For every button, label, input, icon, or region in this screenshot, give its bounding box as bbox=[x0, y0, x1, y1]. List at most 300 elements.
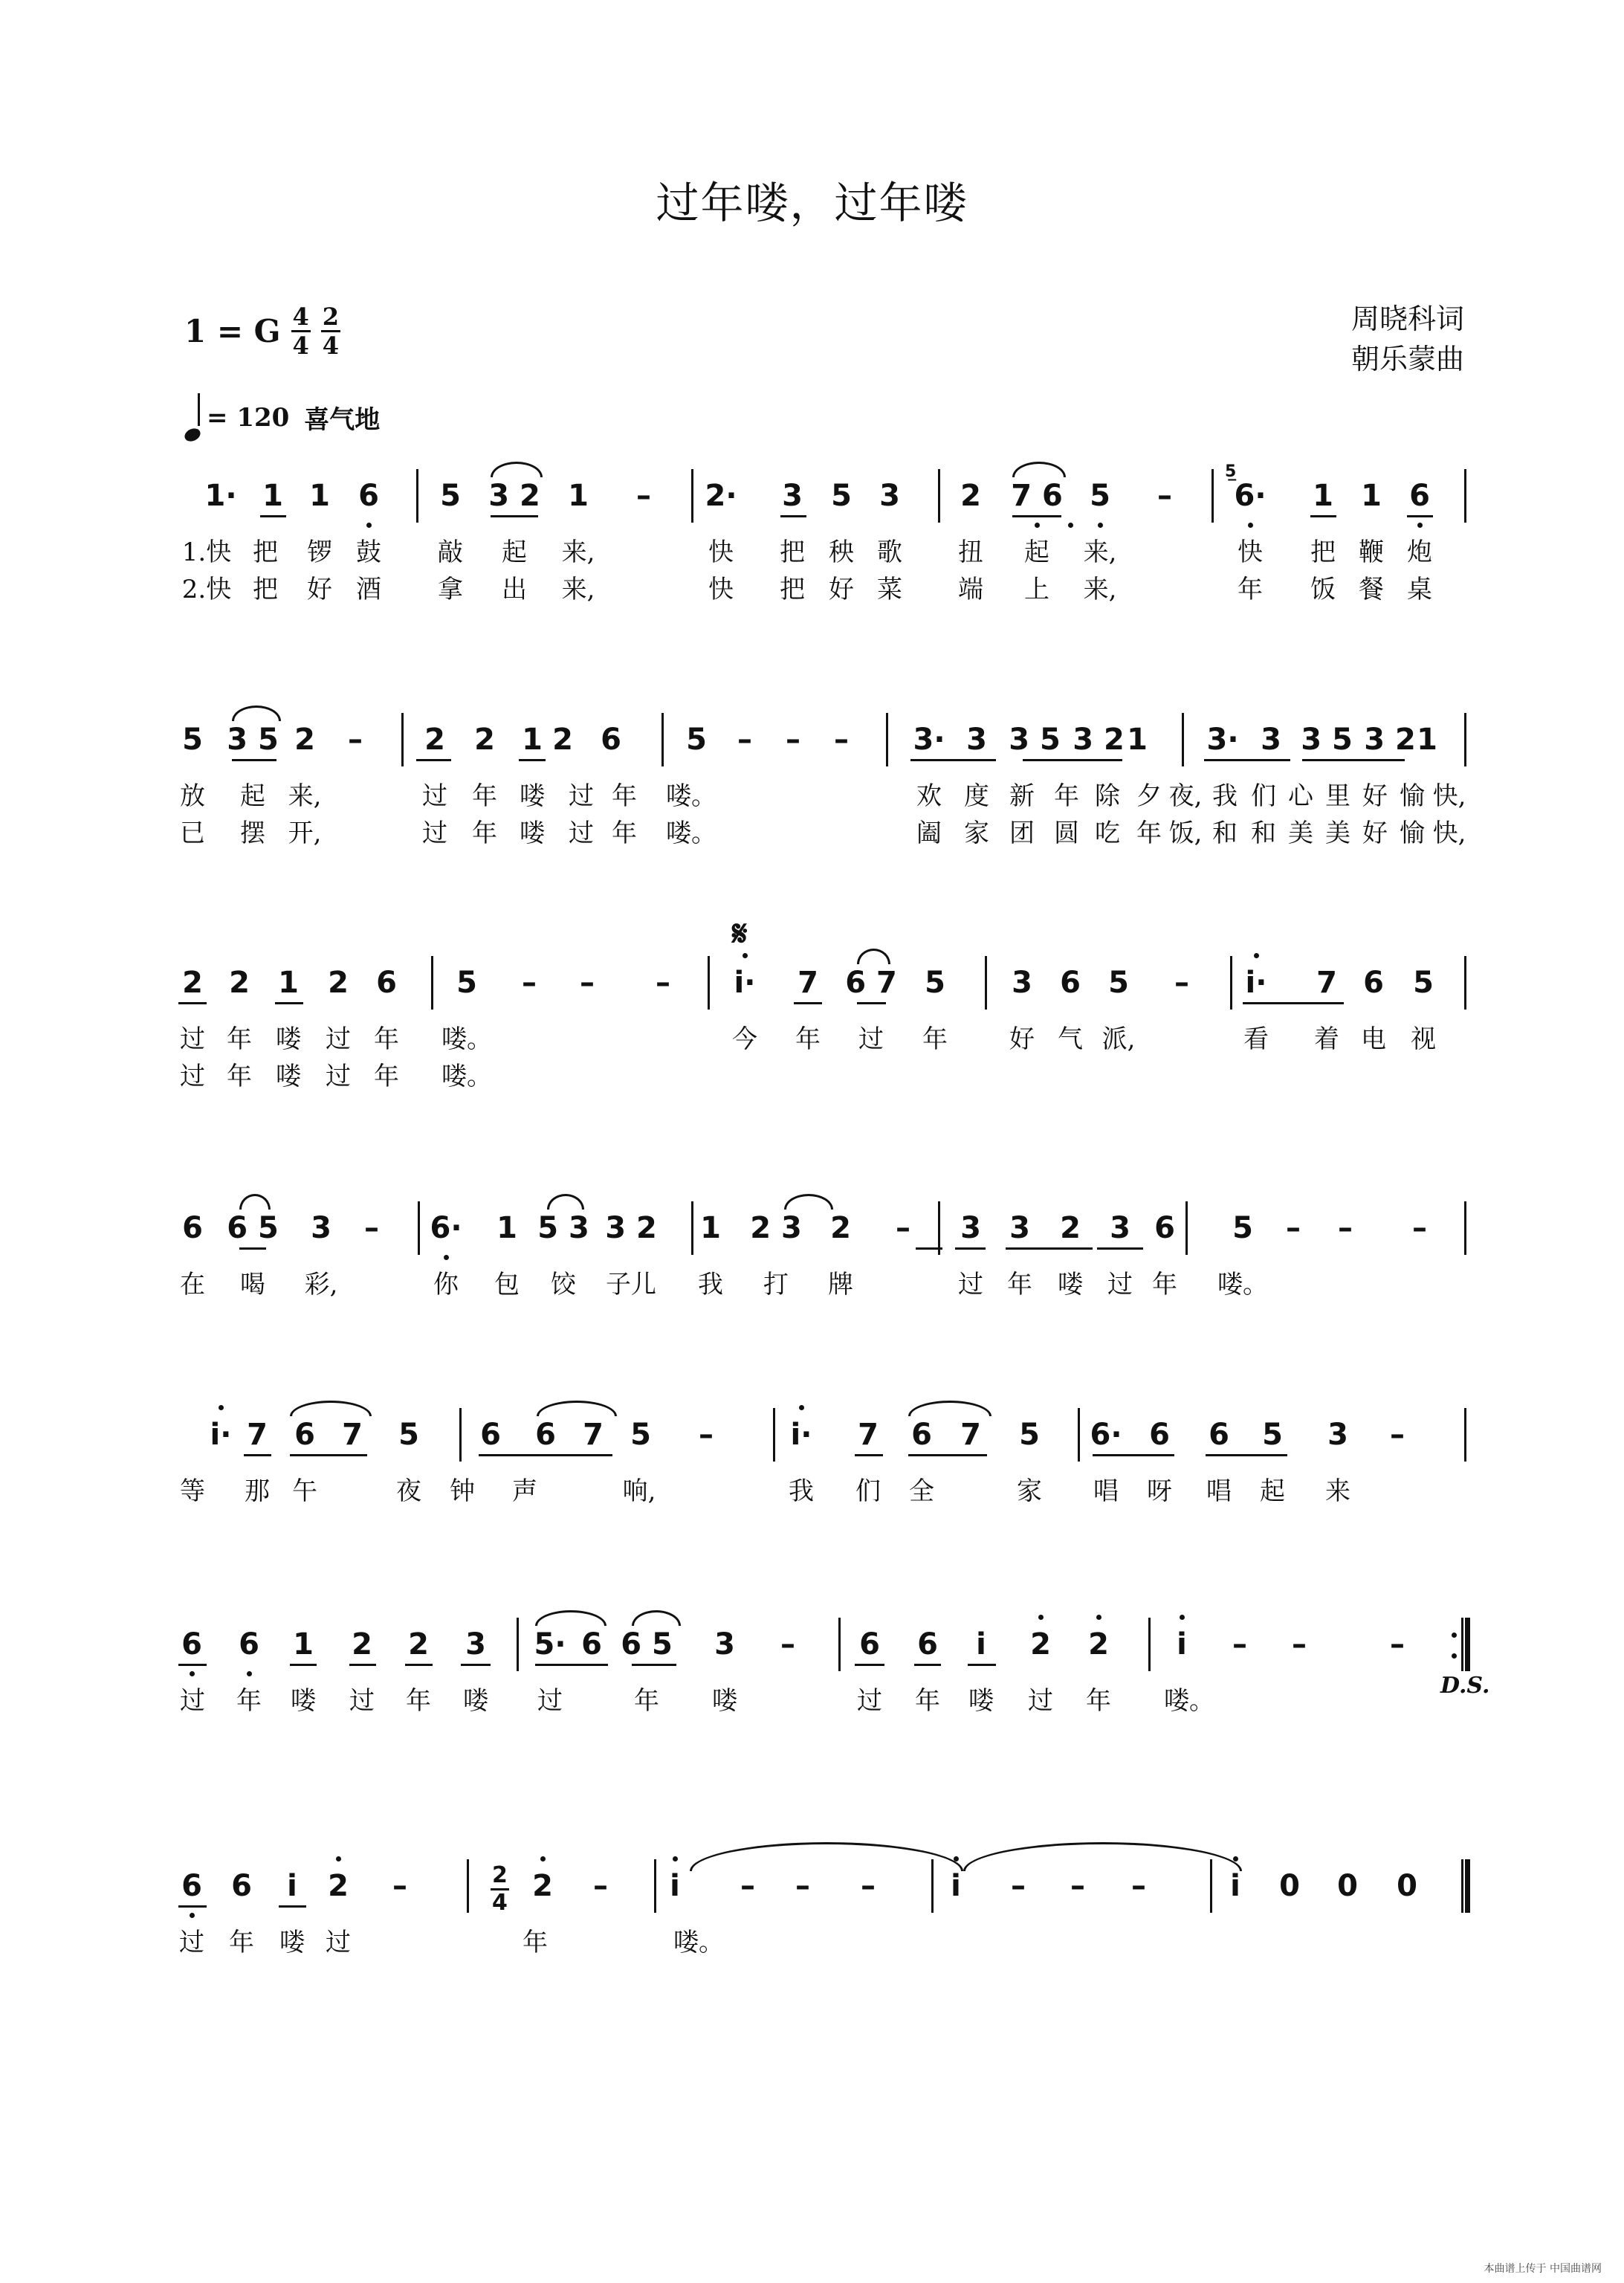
note: 3 bbox=[1009, 1211, 1030, 1245]
beam-underline bbox=[955, 1247, 986, 1250]
lyric-syllable: 喽 bbox=[1058, 1270, 1083, 1299]
beam-underline bbox=[1097, 1247, 1143, 1250]
lyric-syllable: 把 bbox=[780, 537, 805, 567]
lyric-syllable: 来, bbox=[561, 575, 595, 604]
lyric-syllable: 看 bbox=[1243, 1024, 1269, 1054]
beam-underline bbox=[290, 1454, 367, 1456]
lyric-syllable: 夜, bbox=[1168, 781, 1203, 811]
note: 5 bbox=[1019, 1418, 1040, 1452]
lyric-syllable: 过 bbox=[326, 1024, 351, 1054]
note: 3 bbox=[879, 479, 900, 513]
lyric-syllable: 家 bbox=[964, 818, 989, 848]
note: i bbox=[951, 1869, 961, 1903]
lyric-syllable: 年 bbox=[1152, 1270, 1177, 1299]
barline bbox=[773, 1408, 775, 1462]
barline bbox=[691, 1201, 693, 1255]
note: 3 2 bbox=[605, 1211, 657, 1245]
lyric-syllable: 2.快 bbox=[181, 575, 232, 604]
dash-extension: – bbox=[593, 1869, 608, 1903]
lyric-syllable: 年 bbox=[374, 1024, 399, 1054]
lyric-syllable: 年 bbox=[406, 1686, 431, 1716]
lyric-syllable: 喽。 bbox=[673, 1928, 724, 1957]
note: 5· bbox=[534, 1627, 566, 1662]
lyric-syllable: 快, bbox=[1432, 818, 1466, 848]
score-system-3 bbox=[0, 966, 1624, 1146]
note: 1 bbox=[1313, 479, 1333, 513]
note: 1· bbox=[204, 479, 237, 513]
score-system-1 bbox=[0, 479, 1624, 659]
note: i· bbox=[790, 1418, 812, 1452]
beam-underline bbox=[916, 1247, 942, 1250]
lyric-syllable: 喽 bbox=[712, 1686, 737, 1716]
lyric-syllable: 好 bbox=[1362, 781, 1388, 811]
beam-underline bbox=[279, 1905, 306, 1908]
lyric-syllable: 快 bbox=[708, 537, 734, 567]
key-signature bbox=[184, 305, 340, 358]
dash-extension: – bbox=[656, 966, 670, 1000]
lyric-syllable: 菜 bbox=[877, 575, 902, 604]
score-system-6 bbox=[0, 1627, 1624, 1808]
note: 7 bbox=[247, 1418, 268, 1452]
note: 3 5 bbox=[1009, 723, 1061, 757]
lyric-syllable: 扭 bbox=[958, 537, 983, 567]
lyric-syllable: 来, bbox=[1083, 575, 1117, 604]
time-denominator: 4 bbox=[492, 1890, 508, 1916]
octave-dot-low bbox=[1417, 523, 1423, 528]
beam-underline bbox=[1302, 759, 1405, 761]
note: 1 bbox=[309, 479, 330, 513]
note: 3 2 bbox=[1073, 723, 1125, 757]
dash-extension: – bbox=[1292, 1627, 1307, 1662]
lyric-syllable: 呀 bbox=[1147, 1476, 1172, 1506]
lyric-syllable: 把 bbox=[253, 575, 278, 604]
note: 6 bbox=[601, 723, 621, 757]
lyric-syllable: 等 bbox=[180, 1476, 205, 1506]
lyric-syllable: 夜 bbox=[396, 1476, 421, 1506]
beam-underline bbox=[275, 1002, 303, 1004]
lyric-syllable: 饭, bbox=[1168, 818, 1203, 848]
lyric-syllable: 歌 bbox=[877, 537, 902, 567]
barline bbox=[886, 713, 888, 766]
note: 3 bbox=[311, 1211, 331, 1245]
octave-dot-low bbox=[1248, 523, 1253, 528]
octave-dot-low bbox=[1098, 523, 1103, 528]
dash-extension: – bbox=[1157, 479, 1172, 513]
note: 3 bbox=[960, 1211, 981, 1245]
lyric-syllable: 鞭 bbox=[1359, 537, 1384, 567]
time-signature-4-4: $\frac{4}{4}$ bbox=[292, 303, 309, 360]
note: 6 5 bbox=[227, 1211, 279, 1245]
note: 1 bbox=[700, 1211, 721, 1245]
dash-extension: – bbox=[1338, 1211, 1353, 1245]
lyric-syllable: 子儿 bbox=[606, 1270, 656, 1299]
lyric-syllable: 全 bbox=[909, 1476, 934, 1506]
octave-dot-low bbox=[190, 1671, 195, 1676]
lyric-syllable: 过 bbox=[537, 1686, 563, 1716]
note: 6 bbox=[231, 1869, 252, 1903]
note: 2 bbox=[352, 1627, 372, 1662]
barline bbox=[838, 1618, 841, 1671]
lyric-syllable: 把 bbox=[780, 575, 805, 604]
lyric-syllable: 喽 bbox=[520, 781, 545, 811]
dash-extension: – bbox=[636, 479, 651, 513]
dash-extension: – bbox=[580, 966, 595, 1000]
beam-underline bbox=[794, 1002, 822, 1004]
lyric-syllable: 好 bbox=[829, 575, 854, 604]
note: 6 bbox=[917, 1627, 938, 1662]
dash-extension: – bbox=[780, 1627, 795, 1662]
repeat-dot bbox=[1452, 1633, 1457, 1638]
lyric-syllable: 饭 bbox=[1310, 575, 1336, 604]
lyric-syllable: 和 bbox=[1251, 818, 1276, 848]
note: 3 5 bbox=[1301, 723, 1353, 757]
lyric-syllable: 喽。 bbox=[1164, 1686, 1214, 1716]
lyric-syllable: 鼓 bbox=[356, 537, 381, 567]
beam-underline bbox=[461, 1664, 491, 1666]
barline bbox=[1464, 1201, 1466, 1255]
lyric-syllable: 年 bbox=[227, 1062, 252, 1091]
note: i bbox=[1230, 1869, 1240, 1903]
lyric-syllable: 年 bbox=[472, 818, 497, 848]
note: 1 bbox=[1417, 723, 1437, 757]
beam-underline bbox=[178, 1664, 207, 1666]
slur bbox=[535, 1610, 606, 1626]
note: 6 bbox=[1154, 1211, 1175, 1245]
slur bbox=[784, 1194, 833, 1210]
note: 6 bbox=[1363, 966, 1384, 1000]
beam-underline bbox=[1006, 1247, 1035, 1250]
note: 2 3 bbox=[750, 1211, 802, 1245]
beam-underline bbox=[1204, 759, 1290, 761]
dash-extension: – bbox=[1070, 1869, 1085, 1903]
lyric-syllable: 来, bbox=[561, 537, 595, 567]
lyric-syllable: 牌 bbox=[828, 1270, 853, 1299]
lyric-syllable: 来 bbox=[1325, 1476, 1350, 1506]
beam-underline bbox=[1023, 759, 1122, 761]
lyric-syllable: 年 bbox=[612, 818, 637, 848]
beam-underline bbox=[239, 1247, 266, 1250]
lyric-syllable: 过 bbox=[349, 1686, 375, 1716]
note: 6 bbox=[376, 966, 397, 1000]
note: i· bbox=[1245, 966, 1267, 1000]
beam-underline bbox=[491, 515, 538, 517]
lyric-syllable: 年 bbox=[922, 1024, 948, 1054]
beam-underline bbox=[968, 1664, 996, 1666]
beam-underline bbox=[908, 1454, 987, 1456]
note: 5 bbox=[1108, 966, 1129, 1000]
beam-underline bbox=[405, 1664, 433, 1666]
beam-underline bbox=[178, 1002, 207, 1004]
note: 6 bbox=[239, 1627, 259, 1662]
lyric-syllable: 电 bbox=[1361, 1024, 1386, 1054]
note: 1 bbox=[278, 966, 299, 1000]
tempo-expression: 喜气地 bbox=[304, 405, 381, 435]
note: 2 bbox=[1030, 1627, 1051, 1662]
octave-dot-low bbox=[190, 1913, 195, 1918]
note: 5 bbox=[925, 966, 945, 1000]
lyric-syllable: 声 bbox=[512, 1476, 537, 1506]
note: 6 bbox=[1409, 479, 1430, 513]
barline bbox=[654, 1859, 656, 1913]
note: 2 bbox=[408, 1627, 429, 1662]
note: 3 bbox=[714, 1627, 735, 1662]
lyric-syllable: 好 bbox=[1362, 818, 1388, 848]
lyric-syllable: 饺 bbox=[551, 1270, 576, 1299]
lyric-syllable: 快 bbox=[708, 575, 734, 604]
beam-underline bbox=[535, 1664, 608, 1666]
barline bbox=[1182, 713, 1184, 766]
time-numerator: 2 bbox=[491, 1864, 509, 1890]
lyric-syllable: 喽 bbox=[291, 1686, 316, 1716]
slur bbox=[239, 1194, 271, 1210]
beam-underline bbox=[290, 1664, 317, 1666]
note: 5 bbox=[456, 966, 477, 1000]
note: 5 bbox=[1413, 966, 1434, 1000]
note: 6 bbox=[535, 1418, 556, 1452]
note: 3 bbox=[966, 723, 987, 757]
barline bbox=[1464, 469, 1466, 523]
lyric-syllable: 年 bbox=[634, 1686, 659, 1716]
lyric-syllable: 阖 bbox=[916, 818, 942, 848]
octave-dot-high bbox=[1254, 953, 1259, 958]
note: 2 bbox=[1060, 1211, 1081, 1245]
slur bbox=[632, 1610, 681, 1626]
beam-underline bbox=[1310, 515, 1336, 517]
lyric-syllable: 喽 bbox=[968, 1686, 994, 1716]
note: 6 bbox=[181, 1627, 202, 1662]
lyric-syllable: 年 bbox=[612, 781, 637, 811]
note: 3· bbox=[1206, 723, 1239, 757]
lyric-syllable: 摆 bbox=[240, 818, 265, 848]
lyric-syllable: 包 bbox=[494, 1270, 520, 1299]
lyric-syllable: 快, bbox=[1432, 781, 1466, 811]
note: 6 bbox=[358, 479, 379, 513]
slur bbox=[232, 705, 281, 721]
segno-sign: 𝄋 bbox=[732, 913, 748, 955]
dash-extension: – bbox=[1174, 966, 1189, 1000]
lyric-syllable: 年 bbox=[236, 1686, 262, 1716]
slur bbox=[290, 1401, 372, 1416]
beam-underline bbox=[1206, 1454, 1287, 1456]
barline bbox=[1185, 1201, 1188, 1255]
dash-extension: – bbox=[1412, 1211, 1427, 1245]
lyric-syllable: 年 bbox=[1007, 1270, 1032, 1299]
beam-underline bbox=[349, 1664, 376, 1666]
note: 6· bbox=[1090, 1418, 1122, 1452]
beam-underline bbox=[914, 1664, 941, 1666]
lyric-syllable: 过 bbox=[180, 1024, 205, 1054]
note: 2· bbox=[705, 479, 737, 513]
octave-dot-low bbox=[1068, 523, 1073, 528]
beam-underline bbox=[1012, 515, 1061, 517]
slur bbox=[908, 1401, 991, 1416]
note: 6 bbox=[859, 1627, 880, 1662]
beam-underline bbox=[1243, 1002, 1344, 1004]
lyric-syllable: 过 bbox=[569, 818, 594, 848]
note: 7 6 bbox=[1011, 479, 1063, 513]
beam-underline bbox=[632, 1664, 676, 1666]
dash-extension: – bbox=[1232, 1627, 1247, 1662]
lyric-syllable: 年 bbox=[374, 1062, 399, 1091]
dash-extension: – bbox=[348, 723, 363, 757]
beam-underline bbox=[857, 1002, 886, 1004]
beam-underline bbox=[479, 1454, 612, 1456]
note: 3 bbox=[1327, 1418, 1348, 1452]
tempo-marking bbox=[184, 398, 380, 437]
slur bbox=[857, 949, 890, 964]
final-barline bbox=[1461, 1859, 1470, 1913]
beam-underline bbox=[519, 759, 546, 761]
beam-underline bbox=[855, 1664, 884, 1666]
lyric-syllable: 过 bbox=[422, 781, 447, 811]
lyric-syllable: 年 bbox=[227, 1024, 252, 1054]
note: 0 bbox=[1337, 1869, 1358, 1903]
lyric-syllable: 来, bbox=[1083, 537, 1117, 567]
lyric-syllable: 气 bbox=[1058, 1024, 1083, 1054]
note: 5 bbox=[440, 479, 461, 513]
lyric-syllable: 喽。 bbox=[666, 818, 716, 848]
lyric-syllable: 过 bbox=[179, 1928, 204, 1957]
note: 6 bbox=[480, 1418, 501, 1452]
note: 1 bbox=[496, 1211, 517, 1245]
note: 7 bbox=[798, 966, 818, 1000]
lyric-syllable: 好 bbox=[1009, 1024, 1035, 1054]
barline bbox=[467, 1859, 469, 1913]
dash-extension: – bbox=[392, 1869, 407, 1903]
note: 7 bbox=[583, 1418, 604, 1452]
footer-credit: 本曲谱上传于 中国曲谱网 bbox=[1484, 2263, 1602, 2275]
note: 5 bbox=[182, 723, 203, 757]
note: 5 bbox=[686, 723, 707, 757]
lyric-syllable: 们 bbox=[1251, 781, 1276, 811]
lyric-syllable: 开, bbox=[288, 818, 322, 848]
lyric-syllable: 愉 bbox=[1400, 781, 1425, 811]
note: 7 bbox=[342, 1418, 363, 1452]
lyric-syllable: 里 bbox=[1325, 781, 1350, 811]
lyric-syllable: 心 bbox=[1288, 781, 1313, 811]
score-system-7 bbox=[0, 1869, 1624, 2050]
lyric-syllable: 把 bbox=[253, 537, 278, 567]
note: 3 2 bbox=[1364, 723, 1416, 757]
lyric-syllable: 美 bbox=[1325, 818, 1350, 848]
dash-extension: – bbox=[1390, 1627, 1405, 1662]
note: 3 2 bbox=[488, 479, 540, 513]
lyric-syllable: 年 bbox=[523, 1928, 548, 1957]
repeat-end-barline bbox=[1461, 1618, 1470, 1671]
note: 6 bbox=[1060, 966, 1081, 1000]
grace-note: 5̲ bbox=[1225, 462, 1237, 481]
dash-extension: – bbox=[522, 966, 537, 1000]
note: 2 bbox=[532, 1869, 553, 1903]
octave-dot-high bbox=[219, 1405, 224, 1410]
note: 5 bbox=[1262, 1418, 1283, 1452]
lyric-syllable: 愉 bbox=[1400, 818, 1425, 848]
lyric-syllable: 吃 bbox=[1095, 818, 1120, 848]
lyric-syllable: 桌 bbox=[1407, 575, 1432, 604]
lyric-syllable: 快 bbox=[1238, 537, 1263, 567]
note: 6 bbox=[911, 1418, 932, 1452]
barline bbox=[1148, 1618, 1151, 1671]
lyric-syllable: 喝 bbox=[240, 1270, 265, 1299]
note: 2 bbox=[830, 1211, 851, 1245]
lyric-syllable: 年 bbox=[1086, 1686, 1111, 1716]
lyric-syllable: 在 bbox=[180, 1270, 205, 1299]
slur bbox=[1012, 462, 1066, 477]
octave-dot-high bbox=[1180, 1615, 1185, 1620]
lyric-syllable: 视 bbox=[1411, 1024, 1436, 1054]
tie bbox=[963, 1842, 1242, 1871]
note: 6· bbox=[1234, 479, 1266, 513]
note: i bbox=[287, 1869, 297, 1903]
lyric-syllable: 新 bbox=[1009, 781, 1035, 811]
lyric-syllable: 家 bbox=[1017, 1476, 1042, 1506]
lyric-syllable: 喽。 bbox=[441, 1024, 492, 1054]
slur bbox=[491, 462, 543, 477]
lyric-syllable: 喽。 bbox=[1217, 1270, 1268, 1299]
note: 3· bbox=[913, 723, 945, 757]
barline bbox=[1230, 956, 1232, 1010]
octave-dot-low bbox=[1035, 523, 1040, 528]
note: 1 bbox=[1361, 479, 1382, 513]
note: i· bbox=[210, 1418, 232, 1452]
lyric-syllable: 过 bbox=[1028, 1686, 1053, 1716]
dash-extension: – bbox=[786, 723, 800, 757]
note: 2 bbox=[328, 966, 349, 1000]
barline bbox=[431, 956, 433, 1010]
lyric-syllable: 起 bbox=[1024, 537, 1049, 567]
note: 1 bbox=[262, 479, 283, 513]
beam-underline bbox=[780, 515, 806, 517]
lyric-syllable: 打 bbox=[763, 1270, 789, 1299]
note: 3 bbox=[782, 479, 803, 513]
time-signature-change bbox=[491, 1864, 509, 1914]
note: 0 bbox=[1397, 1869, 1417, 1903]
note: 7 bbox=[1316, 966, 1337, 1000]
lyric-syllable: 着 bbox=[1314, 1024, 1339, 1054]
note: 0 bbox=[1279, 1869, 1300, 1903]
lyric-syllable: 喽 bbox=[276, 1024, 301, 1054]
lyric-syllable: 喽 bbox=[463, 1686, 488, 1716]
lyric-syllable: 喽。 bbox=[666, 781, 716, 811]
note: 3 bbox=[1261, 723, 1281, 757]
barline bbox=[459, 1408, 462, 1462]
note: 2 bbox=[552, 723, 573, 757]
slur bbox=[547, 1194, 584, 1210]
beam-underline bbox=[910, 759, 996, 761]
tonic-label: 1 = G bbox=[184, 313, 281, 349]
lyric-syllable: 酒 bbox=[356, 575, 381, 604]
lyric-syllable: 我 bbox=[1212, 781, 1238, 811]
note: 2 bbox=[474, 723, 495, 757]
note: i· bbox=[734, 966, 756, 1000]
note: 2 bbox=[229, 966, 250, 1000]
lyric-syllable: 餐 bbox=[1359, 575, 1384, 604]
lyric-syllable: 1.快 bbox=[181, 537, 232, 567]
barline bbox=[416, 469, 418, 523]
beam-underline bbox=[232, 759, 276, 761]
lyric-syllable: 炮 bbox=[1407, 537, 1432, 567]
note: i bbox=[976, 1627, 986, 1662]
lyric-syllable: 拿 bbox=[438, 575, 463, 604]
score-system-5 bbox=[0, 1418, 1624, 1598]
lyric-syllable: 锣 bbox=[307, 537, 332, 567]
lyric-syllable: 团 bbox=[1009, 818, 1035, 848]
beam-underline bbox=[1407, 515, 1433, 517]
lyric-syllable: 唱 bbox=[1206, 1476, 1232, 1506]
tempo-bpm: = 120 bbox=[207, 402, 290, 433]
lyric-syllable: 喽 bbox=[520, 818, 545, 848]
lyric-syllable: 年 bbox=[1136, 818, 1162, 848]
